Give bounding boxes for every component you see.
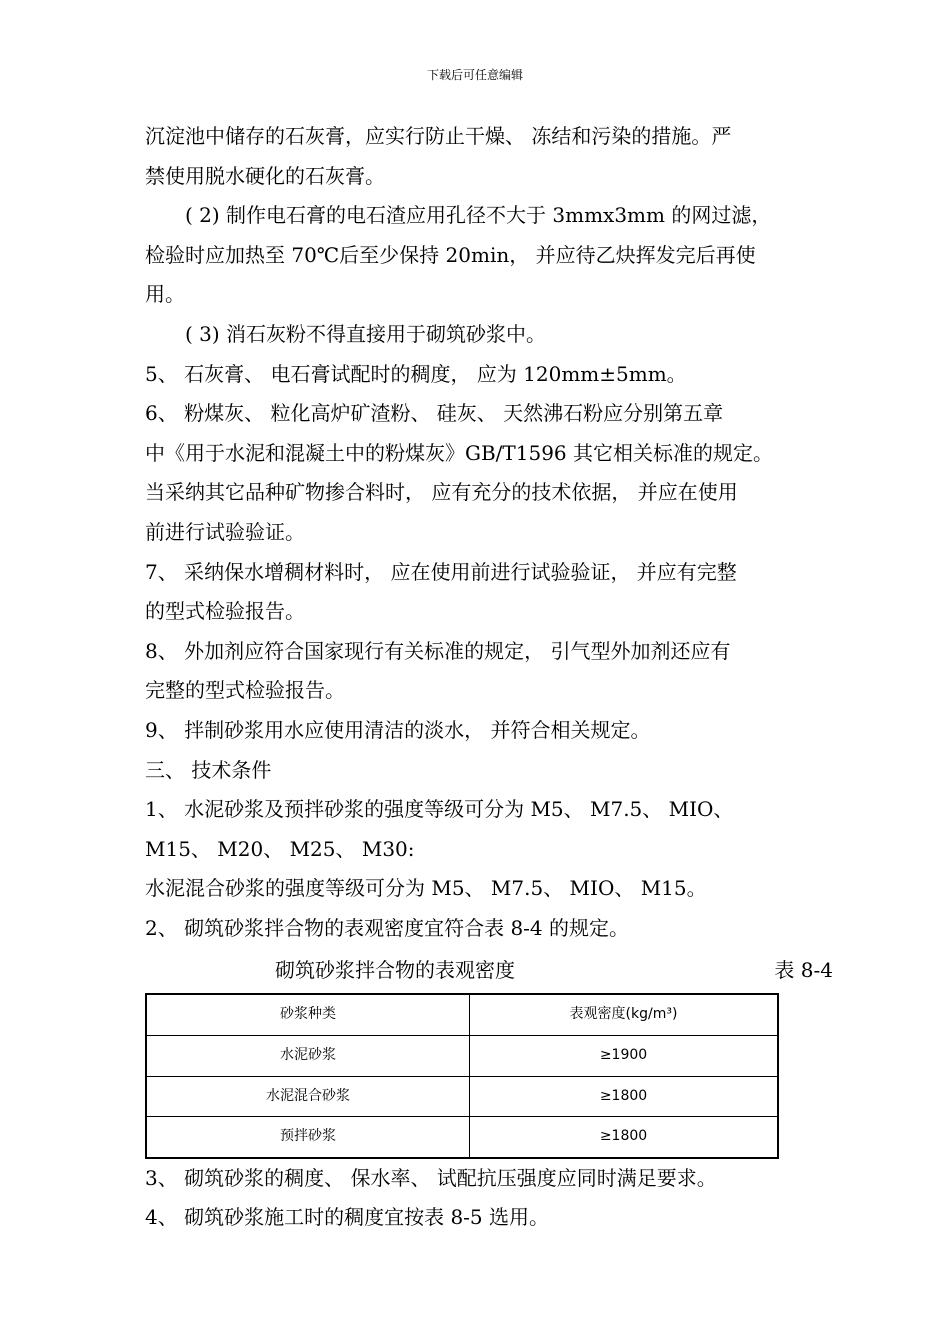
- paragraph-line: 三、 技术条件: [145, 757, 272, 782]
- paragraph-line: 5、 石灰膏、 电石膏试配时的稠度， 应为 120mm±5mm。: [145, 361, 687, 386]
- paragraph-line: 6、 粉煤灰、 粒化高炉矿渣粉、 硅灰、 天然沸石粉应分别第五章: [145, 401, 724, 426]
- paragraph-line: 7、 采纳保水增稠材料时， 应在使用前进行试验验证， 并应有完整: [145, 559, 737, 584]
- page-header: 下载后可任意编辑: [426, 68, 523, 82]
- paragraph-line: 中《用于水泥和混凝土中的粉煤灰》GB/T1596 其它相关标准的规定。: [145, 440, 774, 465]
- paragraph-line: M15、 M20、 M25、 M30:: [145, 836, 415, 861]
- paragraph-line: 2、 砌筑砂浆拌合物的表观密度宜符合表 8-4 的规定。: [145, 915, 630, 940]
- paragraph-line: 的型式检验报告。: [145, 599, 305, 624]
- table-caption-row: [145, 948, 845, 992]
- paragraph-line: 完整的型式检验报告。: [145, 678, 345, 703]
- table-row: [146, 1036, 778, 1077]
- paragraph-line: 前进行试验验证。: [145, 519, 305, 544]
- paragraph-line: 1、 水泥砂浆及预拌砂浆的强度等级可分为 M5、 M7.5、 MIO、: [145, 797, 734, 822]
- paragraph-line: ( 3) 消石灰粉不得直接用于砌筑砂浆中。: [185, 321, 547, 346]
- paragraph-line: 水泥混合砂浆的强度等级可分为 M5、 M7.5、 MIO、 M15。: [145, 876, 707, 901]
- paragraph-line: 用。: [145, 282, 185, 307]
- paragraph-line: ( 2) 制作电石膏的电石渣应用孔径不大于 3mmx3mm 的网过滤，: [185, 203, 772, 228]
- table-caption: 砌筑砂浆拌合物的表观密度: [275, 958, 515, 983]
- table-row: [146, 1117, 778, 1158]
- paragraph-line: 沉淀池中储存的石灰膏，应实行防止干燥、 冻结和污染的措施。严: [145, 124, 732, 148]
- header-apparent-density: 表观密度(kg/m³): [470, 994, 779, 1035]
- paragraph-line: 检验时应加热至 70℃后至少保持 20min， 并应待乙炔挥发完后再使: [145, 242, 756, 267]
- table-cell: ≥1800: [470, 1117, 779, 1158]
- header-mortar-type: 砂浆种类: [146, 994, 470, 1035]
- paragraph-line: 8、 外加剂应符合国家现行有关标准的规定， 引气型外加剂还应有: [145, 638, 731, 663]
- document-body: [145, 117, 845, 1238]
- table-number: 表 8-4: [774, 958, 833, 983]
- table-header-row: [146, 994, 778, 1035]
- table-cell: ≥1800: [470, 1076, 779, 1117]
- paragraph-line: 9、 拌制砂浆用水应使用清洁的淡水， 并符合相关规定。: [145, 717, 651, 742]
- table-cell: 水泥砂浆: [146, 1036, 470, 1077]
- paragraph-line: 禁使用脱水硬化的石灰膏。: [145, 163, 385, 188]
- table-cell: 预拌砂浆: [146, 1117, 470, 1158]
- paragraph-line: 3、 砌筑砂浆的稠度、 保水率、 试配抗压强度应同时满足要求。: [145, 1165, 717, 1190]
- paragraphs-after: [145, 1159, 845, 1238]
- paragraph-line: 4、 砌筑砂浆施工时的稠度宜按表 8-5 选用。: [145, 1205, 550, 1230]
- table-cell: ≥1900: [470, 1036, 779, 1077]
- table-row: [146, 1076, 778, 1117]
- table-cell: 水泥混合砂浆: [146, 1076, 470, 1117]
- paragraphs-before: [145, 117, 845, 948]
- density-table: [145, 993, 779, 1158]
- paragraph-line: 当采纳其它品种矿物掺合料时， 应有充分的技术依据， 并应在使用: [145, 480, 738, 505]
